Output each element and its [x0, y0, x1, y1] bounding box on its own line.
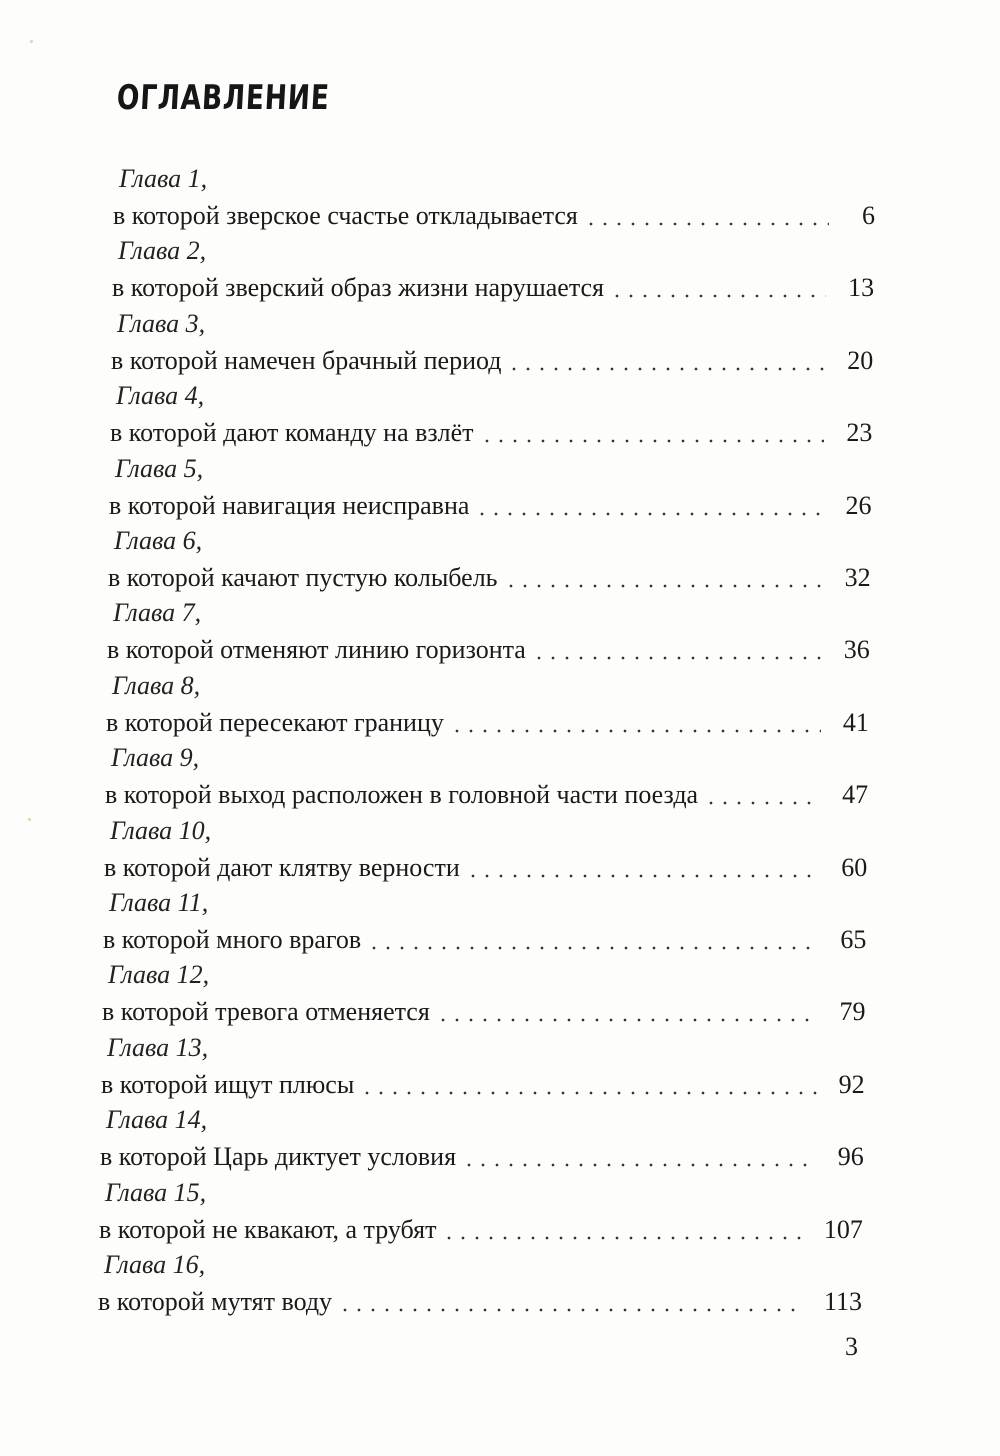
chapter-label: Глава 16, [104, 1250, 206, 1279]
dot-leader [610, 294, 826, 298]
dot-leader [480, 439, 825, 443]
chapter-page-number: 92 [838, 1069, 865, 1099]
chapter-title: в которой не квакают, а трубят [99, 1214, 437, 1244]
dot-leader [450, 729, 821, 733]
entry-line [113, 198, 875, 234]
entry-line [111, 343, 873, 379]
chapter-page-number: 23 [846, 418, 873, 448]
chapter-page-number: 107 [823, 1214, 863, 1244]
entry-line [109, 488, 872, 524]
dot-leader [442, 1236, 801, 1240]
chapter-label: Глава 9, [111, 743, 200, 773]
dot-leader [507, 367, 825, 371]
entry-line [101, 1067, 865, 1103]
toc-entry [102, 960, 865, 1032]
chapter-title: в которой пересекают границу [106, 707, 444, 737]
toc-entry [104, 816, 867, 888]
dot-leader [532, 656, 822, 660]
chapter-label: Глава 4, [116, 381, 205, 411]
toc-entry [112, 236, 874, 308]
dot-leader [504, 584, 823, 588]
chapter-label: Глава 7, [113, 598, 202, 628]
chapter-title: в которой дают команду на взлёт [110, 418, 474, 448]
dot-leader [584, 222, 829, 226]
toc-entry [99, 1178, 863, 1250]
chapter-page-number: 113 [823, 1287, 862, 1316]
toc-entry [107, 598, 870, 670]
entry-line [112, 270, 874, 306]
chapter-label: Глава 6, [114, 526, 203, 555]
chapter-label: Глава 10, [110, 815, 212, 845]
entry-line [102, 994, 865, 1030]
entry-line [110, 415, 872, 451]
page-number: 3 [845, 1332, 858, 1361]
chapter-page-number: 13 [848, 273, 875, 303]
toc-entry [103, 888, 866, 960]
chapter-page-number: 79 [839, 997, 866, 1027]
entry-line [100, 1139, 864, 1175]
chapter-title: в которой зверское счастье откладывается [113, 201, 578, 230]
chapter-title: в которой Царь диктует условия [100, 1142, 457, 1172]
toc-entry [106, 671, 869, 743]
entry-line [98, 1284, 862, 1320]
chapter-page-number: 47 [842, 780, 869, 810]
chapter-label: Глава 3, [117, 308, 206, 338]
chapter-label: Глава 13, [107, 1032, 209, 1062]
chapter-label: Глава 14, [106, 1105, 208, 1135]
entry-line [108, 560, 871, 596]
chapter-label: Глава 12, [108, 960, 210, 990]
dot-leader [360, 1091, 816, 1095]
toc-entry [113, 164, 875, 236]
chapter-page-number: 96 [837, 1142, 864, 1172]
chapter-page-number: 36 [843, 635, 870, 665]
chapter-title: в которой выход расположен в головной части поезда [105, 780, 699, 810]
toc-entry [109, 454, 872, 526]
chapter-label: Глава 5, [115, 453, 204, 483]
toc-entry [110, 381, 872, 453]
toc-title: ОГЛАВЛЕНИЕ [115, 78, 331, 118]
chapter-page-number: 20 [847, 345, 874, 375]
dot-leader [466, 874, 819, 878]
chapter-title: в которой навигация неисправна [109, 490, 470, 520]
chapter-title: в которой качают пустую колыбель [108, 563, 498, 592]
entry-line [99, 1212, 863, 1248]
chapter-title: в которой отменяют линию горизонта [107, 635, 526, 665]
chapter-title: в которой мутят воду [98, 1287, 333, 1316]
chapter-title: в которой намечен брачный период [111, 345, 502, 375]
chapter-label: Глава 2, [118, 236, 207, 266]
dot-leader [436, 1018, 818, 1022]
entry-line [105, 777, 868, 813]
toc-entry [105, 743, 868, 815]
chapter-page-number: 32 [844, 563, 871, 592]
chapter-page-number: 65 [840, 925, 867, 954]
chapter-title: в которой ищут плюсы [101, 1069, 355, 1099]
chapter-title: в которой много врагов [103, 925, 362, 954]
dot-leader [462, 1163, 816, 1167]
chapter-page-number: 60 [841, 852, 868, 882]
chapter-title: в которой зверский образ жизни нарушается [112, 273, 605, 303]
chapter-label: Глава 8, [112, 670, 201, 700]
entry-line [104, 850, 867, 886]
entry-line [107, 632, 870, 668]
chapter-label: Глава 15, [105, 1177, 207, 1207]
chapter-title: в которой дают клятву верности [104, 852, 460, 882]
toc-entry [101, 1033, 865, 1105]
toc-entry [111, 309, 873, 381]
chapter-title: в которой тревога отменяется [102, 997, 430, 1027]
chapter-page-number: 41 [842, 707, 869, 737]
entry-line [106, 705, 869, 741]
chapter-label: Глава 1, [119, 164, 208, 193]
chapter-page-number: 6 [862, 201, 875, 230]
chapter-label: Глава 11, [109, 888, 209, 917]
dot-leader [475, 512, 823, 516]
dot-leader [338, 1308, 802, 1312]
toc-entry [108, 526, 871, 598]
chapter-page-number: 26 [845, 490, 872, 520]
entry-line [103, 922, 866, 958]
dot-leader [704, 801, 820, 805]
toc-entry [100, 1105, 864, 1177]
dot-leader [367, 946, 818, 950]
toc-entry [98, 1250, 862, 1322]
